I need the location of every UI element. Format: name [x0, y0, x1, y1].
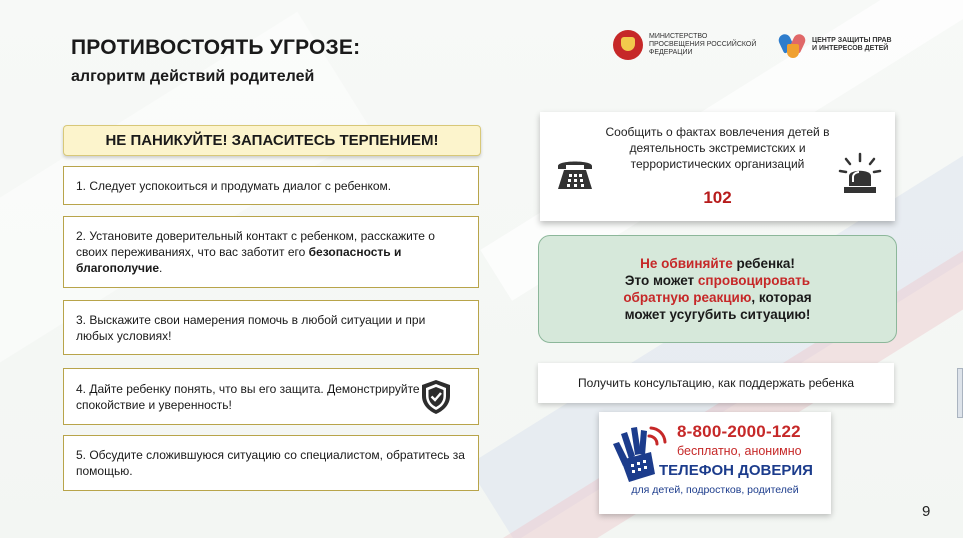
crest-icon — [613, 30, 643, 60]
step-5 — [63, 435, 479, 491]
advice-highlight: спровоцировать — [697, 273, 811, 288]
advice-highlight: обратную реакцию — [623, 290, 752, 305]
step-text-part: . — [159, 261, 163, 275]
hotline-name: ТЕЛЕФОН ДОВЕРИЯ — [659, 462, 813, 479]
step-text-bold: безопасность и благополучие — [76, 245, 402, 275]
step-text: 1. Следует успокоиться и продумать диалог с ребенком. — [76, 178, 392, 193]
step-2 — [63, 216, 479, 288]
advice-text: ребенка! — [732, 256, 795, 271]
hotline-number: 8-800-2000-122 — [677, 422, 801, 441]
step-text: 3. Выскажите свои намерения помочь в любой ситуации и при любых условиях! — [76, 312, 426, 343]
consult-card: Получить консультацию, как поддержать ребенка — [538, 363, 894, 403]
advice-text: , которая — [751, 290, 812, 305]
center-logo — [780, 30, 897, 60]
hotline-free-text: бесплатно, анонимно — [677, 444, 802, 458]
warning-banner: НЕ ПАНИКУЙТЕ! ЗАПАСИТЕСЬ ТЕРПЕНИЕМ! — [63, 125, 481, 156]
shield-check-icon — [420, 379, 452, 415]
center-logo-text: ЦЕНТР ЗАЩИТЫ ПРАВ И ИНТЕРЕСОВ ДЕТЕЙ — [812, 37, 892, 52]
advice-card — [538, 235, 897, 343]
step-text: 4. Дайте ребенку понять, что вы его защита. Демонстрируйте спокойствие и уверенность! — [76, 381, 420, 412]
step-4 — [63, 368, 479, 425]
slide-subtitle: алгоритм действий родителей — [71, 68, 315, 85]
step-3 — [63, 300, 479, 355]
advice-line — [539, 272, 896, 289]
step-text — [76, 228, 466, 276]
advice-text: Это может — [624, 273, 698, 288]
ministry-logo-text: МИНИСТЕРСТВО ПРОСВЕЩЕНИЯ РОССИЙСКОЙ ФЕДЕРАЦИИ — [649, 33, 757, 56]
advice-highlight: Не обвиняйте — [640, 256, 733, 271]
advice-line — [539, 255, 896, 272]
advice-line: может усугубить ситуацию! — [624, 307, 811, 322]
ministry-logo — [613, 30, 759, 60]
report-text: Сообщить о фактах вовлечения детей в деятельность экстремистских и террористических организаций — [605, 125, 830, 171]
step-text-part: 2. Установите доверительный контакт с ребенком, расскажите о своих переживаниях, что вас заботит его — [76, 229, 435, 259]
page-number: 9 — [922, 503, 931, 520]
hotline-banner — [599, 412, 831, 514]
hotline-audience: для детей, подростков, родителей — [631, 484, 799, 496]
scrollbar-handle[interactable] — [957, 368, 963, 418]
step-text: 5. Обсудите сложившуюся ситуацию со специалистом, обратитесь за помощью. — [76, 448, 465, 478]
slide-title: ПРОТИВОСТОЯТЬ УГРОЗЕ: — [71, 36, 361, 59]
emergency-number: 102 — [703, 188, 732, 207]
report-card — [540, 112, 895, 221]
hands-logo-icon — [780, 30, 806, 60]
step-1 — [63, 166, 479, 205]
advice-line — [539, 289, 896, 306]
